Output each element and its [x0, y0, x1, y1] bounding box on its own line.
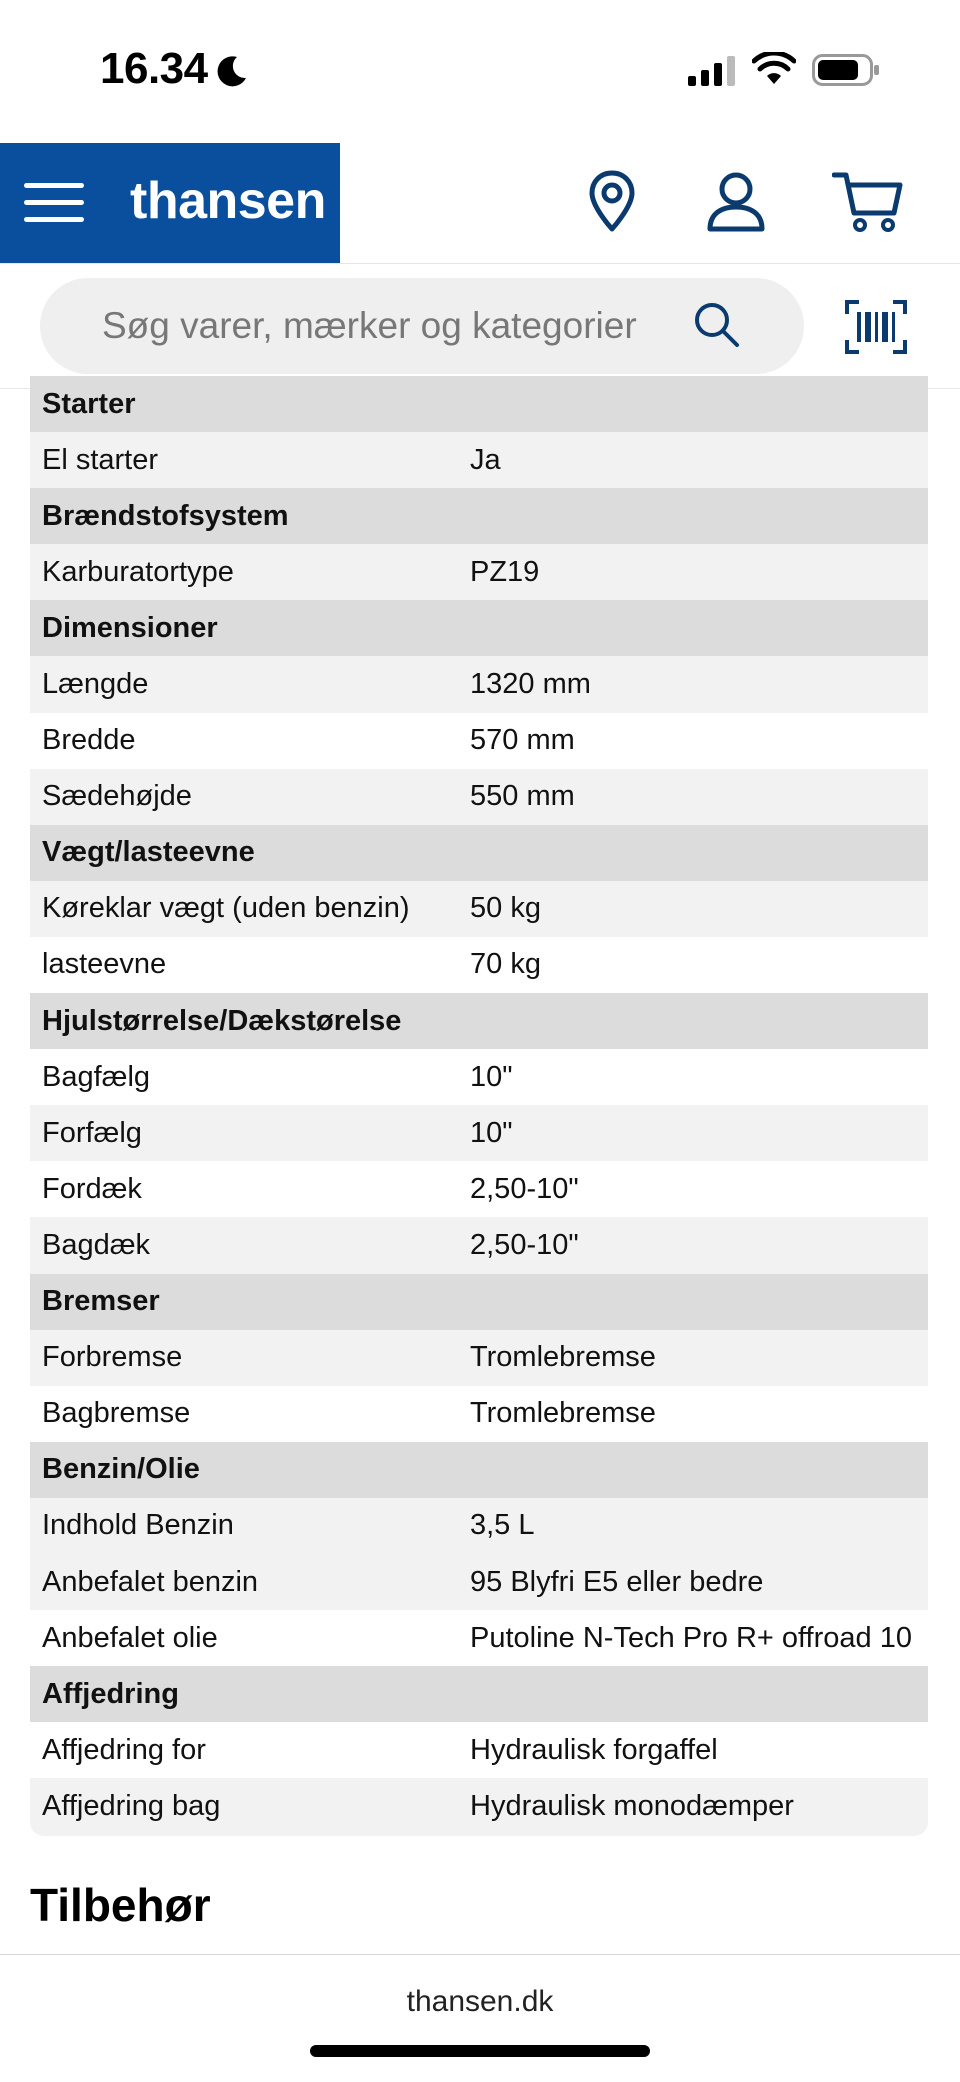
spec-label: Affjedring bag	[30, 1778, 458, 1834]
spec-row	[30, 881, 928, 937]
spec-row	[30, 769, 928, 825]
spec-value	[458, 376, 928, 432]
spec-row	[30, 713, 928, 769]
spec-value	[458, 1666, 928, 1722]
spec-row	[30, 544, 928, 600]
spec-value: Putoline N-Tech Pro R+ offroad 10	[458, 1610, 928, 1666]
logo-block	[0, 143, 340, 263]
spec-row	[30, 1161, 928, 1217]
spec-label: Bagbremse	[30, 1386, 458, 1442]
spec-value: 50 kg	[458, 881, 928, 937]
spec-value: 70 kg	[458, 937, 928, 993]
spec-group-label: Starter	[30, 376, 458, 432]
user-icon[interactable]	[704, 169, 768, 235]
spec-label: Indhold Benzin	[30, 1498, 458, 1554]
spec-value: Tromlebremse	[458, 1386, 928, 1442]
location-pin-icon[interactable]	[588, 169, 636, 235]
spec-group-header	[30, 376, 928, 432]
spec-group-label: Affjedring	[30, 1666, 458, 1722]
spec-group-label: Brændstofsystem	[30, 488, 458, 544]
spec-row	[30, 1610, 928, 1666]
spec-label: Forfælg	[30, 1105, 458, 1161]
search-box[interactable]	[40, 278, 804, 374]
spec-row	[30, 1778, 928, 1834]
spec-group-header	[30, 1274, 928, 1330]
spec-group-header	[30, 993, 928, 1049]
spec-label: Sædehøjde	[30, 769, 458, 825]
url-text[interactable]: thansen.dk	[406, 1985, 554, 2018]
spec-label: Bagfælg	[30, 1049, 458, 1105]
spec-value	[458, 825, 928, 881]
spec-label: Anbefalet olie	[30, 1610, 458, 1666]
search-row	[0, 264, 960, 389]
spec-value	[458, 1274, 928, 1330]
spec-label: Affjedring for	[30, 1722, 458, 1778]
barcode-scan-icon[interactable]	[845, 300, 907, 354]
spec-group-label: Dimensioner	[30, 600, 458, 656]
spec-label: Bredde	[30, 713, 458, 769]
battery-icon	[812, 54, 880, 86]
spec-label: lasteevne	[30, 937, 458, 993]
spec-label: Bagdæk	[30, 1217, 458, 1273]
spec-row	[30, 937, 928, 993]
status-time: 16.34	[100, 44, 208, 93]
spec-label: Anbefalet benzin	[30, 1554, 458, 1610]
spec-group-label: Vægt/lasteevne	[30, 825, 458, 881]
spec-group-label: Hjulstørrelse/Dækstørelse	[30, 993, 458, 1049]
spec-value: 570 mm	[458, 713, 928, 769]
spec-value: 1320 mm	[458, 656, 928, 712]
browser-url-bar[interactable]	[0, 1954, 960, 2082]
search-icon[interactable]	[692, 300, 744, 352]
spec-value	[458, 993, 928, 1049]
spec-value: Ja	[458, 432, 928, 488]
status-bar	[0, 0, 960, 142]
spec-value: PZ19	[458, 544, 928, 600]
spec-value: 10"	[458, 1105, 928, 1161]
spec-value: 10"	[458, 1049, 928, 1105]
spec-value: Hydraulisk monodæmper	[458, 1778, 928, 1834]
spec-group-label: Benzin/Olie	[30, 1442, 458, 1498]
menu-icon[interactable]	[24, 183, 84, 223]
spec-group-header	[30, 1666, 928, 1722]
search-input[interactable]	[102, 278, 702, 374]
spec-value	[458, 488, 928, 544]
spec-row	[30, 1498, 928, 1554]
spec-value: 2,50-10"	[458, 1161, 928, 1217]
spec-label: El starter	[30, 432, 458, 488]
spec-value: 2,50-10"	[458, 1217, 928, 1273]
spec-row	[30, 656, 928, 712]
spec-label: Længde	[30, 656, 458, 712]
spec-value	[458, 1442, 928, 1498]
site-header	[0, 143, 960, 264]
spec-value: Tromlebremse	[458, 1330, 928, 1386]
spec-group-header	[30, 825, 928, 881]
spec-group-header	[30, 600, 928, 656]
cellular-signal-icon	[688, 56, 738, 86]
spec-group-header	[30, 488, 928, 544]
spec-row	[30, 1105, 928, 1161]
spec-row	[30, 1049, 928, 1105]
spec-value: 95 Blyfri E5 eller bedre	[458, 1554, 928, 1610]
spec-row	[30, 1722, 928, 1778]
spec-table	[30, 376, 928, 1836]
spec-value	[458, 600, 928, 656]
spec-value: 550 mm	[458, 769, 928, 825]
spec-label: Forbremse	[30, 1330, 458, 1386]
spec-group-header	[30, 1442, 928, 1498]
spec-value: 3,5 L	[458, 1498, 928, 1554]
home-indicator	[310, 2045, 650, 2057]
spec-row	[30, 1330, 928, 1386]
spec-label: Karburatortype	[30, 544, 458, 600]
spec-label: Køreklar vægt (uden benzin)	[30, 881, 458, 937]
logo[interactable]: thansen	[130, 172, 326, 230]
cart-icon[interactable]	[832, 169, 904, 235]
wifi-icon	[752, 52, 796, 86]
moon-icon	[215, 54, 249, 88]
spec-row	[30, 1217, 928, 1273]
spec-label: Fordæk	[30, 1161, 458, 1217]
spec-group-label: Bremser	[30, 1274, 458, 1330]
section-title-accessories: Tilbehør	[30, 1879, 211, 1931]
spec-row	[30, 1554, 928, 1610]
spec-row	[30, 432, 928, 488]
spec-row	[30, 1386, 928, 1442]
spec-value: Hydraulisk forgaffel	[458, 1722, 928, 1778]
